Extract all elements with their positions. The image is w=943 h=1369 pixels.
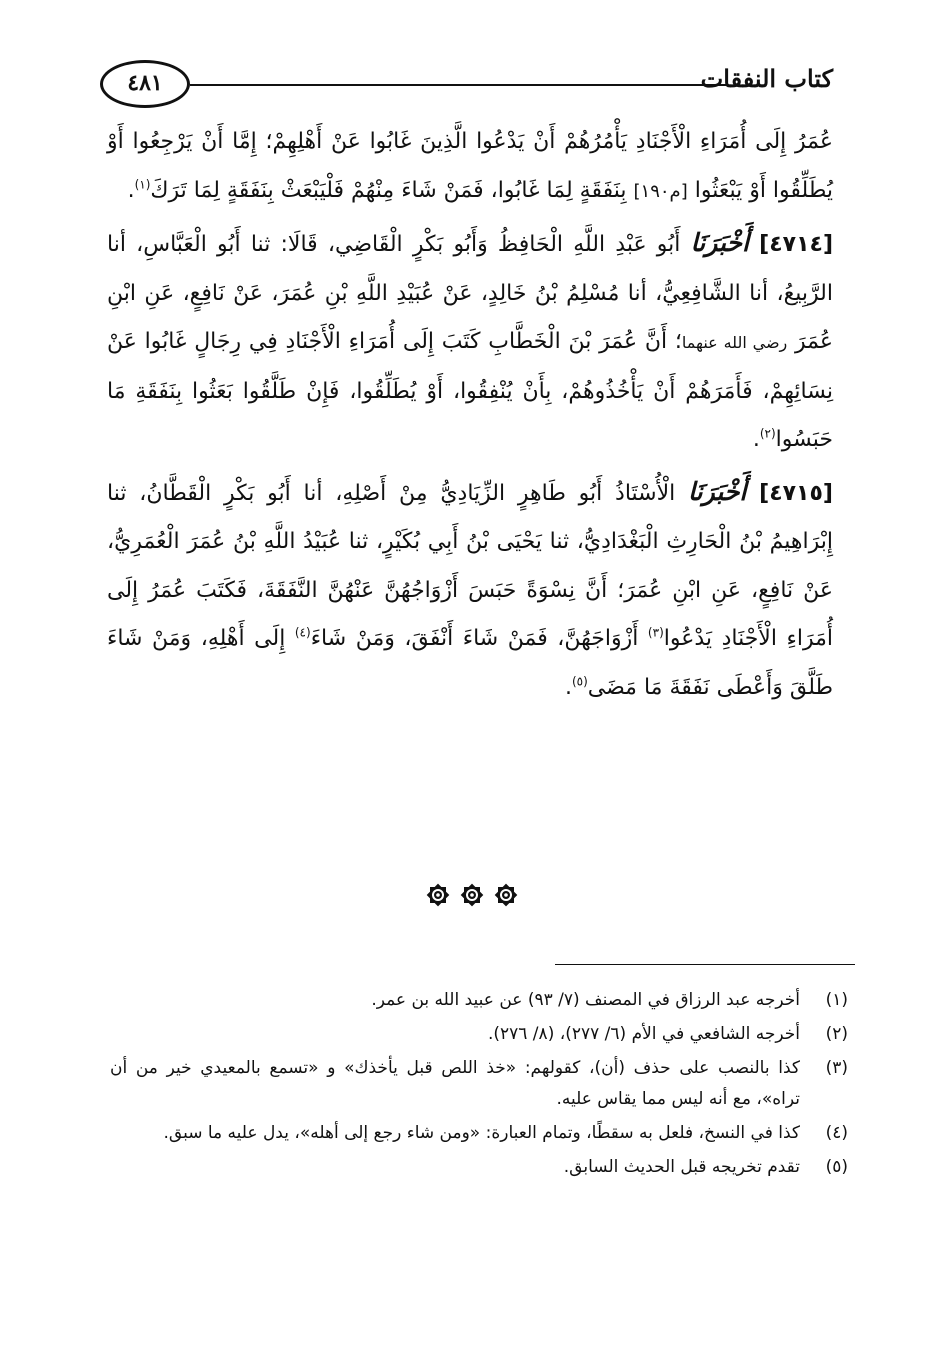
footnote-text: أخرجه الشافعي في الأم (٦/ ٢٧٧)، (٨/ ٢٧٦). [487,1024,800,1044]
flower-ornament-icon [459,882,485,908]
main-text [107,118,833,712]
manuscript-page-ref: [م١٩٠] [633,180,688,202]
footnote-item [110,1118,848,1149]
section-divider [0,882,943,912]
hadith-4714 [107,219,833,465]
footnote-item [110,1152,848,1183]
text-segment: بِنَفَقَةٍ لِمَا غَابُوا، فَمَنْ شَاءَ مِنْهُمْ فَلْيَبْعَثْ بِنَفَقَةٍ لِمَا تَرَكَ [150,177,627,203]
footnote-number: (٤) [825,1123,848,1143]
hadith-number: [٤٧١٤] [759,232,833,257]
punctuation: . [564,674,572,700]
text-segment: إِلَى أَهْلِهِ، وَمَنْ شَاءَ طَلَّقَ وَأَعْطَى نَفَقَةَ مَا مَضَى [107,626,833,700]
footnote-number: (٢) [825,1024,848,1044]
footnote-ref: (٥) [571,674,588,689]
page-number: ٤٨١ [100,60,190,108]
header-rule [190,84,728,86]
footnote-number: (٥) [825,1157,848,1177]
footnote-item [110,1053,848,1115]
flower-ornament-icon [425,882,451,908]
page-header [100,58,833,110]
text-segment: عُمَرُ إِلَى أُمَرَاءِ الْأَجْنَادِ يَأْمُرُهُمْ أَنْ يَدْعُوا الَّذِينَ غَابُوا عَنْ أَهْلِهِمْ؛ إِمَّا أَنْ يَرْجِعُوا أَوْ يُطَلِّقُوا أَوْ يَبْعَثُوا [107,129,833,203]
footnote-text: كذا في النسخ، فلعل به سقطًا، وتمام العبارة: «ومن شاء رجع إلى أهله»، يدل عليه ما سبق. [163,1123,800,1143]
text-segment: ؛ أَنَّ عُمَرَ بْنَ الْخَطَّابِ كَتَبَ إِلَى أُمَرَاءِ الْأَجْنَادِ فِي رِجَالٍ غَابُوا عَنْ نِسَائِهِمْ، فَأَمَرَهُمْ أَنْ يَأْخُذُوهُمْ، بِأَنْ يُنْفِقُوا، أَوْ يُطَلِّقُوا، فَإِنْ طَلَّقُوا بَعَثُوا بِنَفَقَةِ مَا حَبَسُوا [107,329,833,452]
footnote-text: أخرجه عبد الرزاق في المصنف (٧/ ٩٣) عن عبيد الله بن عمر. [371,990,800,1010]
text-segment: الْأُسْتَاذُ أَبُو طَاهِرٍ الزِّيَادِيُّ مِنْ أَصْلِهِ، أنا أَبُو بَكْرٍ الْقَطَّانُ، ثنا إِبْرَاهِيمُ بْنُ الْحَارِثِ الْبَغْدَادِيُّ، ثنا يَحْيَى بْنُ أَبِي بُكَيْرٍ، ثنا عُبَيْدُ اللَّهِ بْنُ عُمَرَ الْعُمَرِيُّ، عَنْ نَافِعٍ، عَنِ ابْنِ عُمَرَ؛ أَنَّ نِسْوَةً حَبَسَ أَزْوَاجُهُنَّ عَنْهُنَّ النَّفَقَةَ، فَكَتَبَ عُمَرُ إِلَى أُمَرَاءِ الْأَجْنَادِ يَدْعُوا [107,480,833,651]
footnote-number: (٣) [825,1058,848,1078]
footnote-ref: (٢) [759,426,776,441]
hadith-4715 [107,468,833,713]
footnote-text: كذا بالنصب على حذف (أن)، كقولهم: «خذ اللص قبل يأخذك» و «تسمع بالمعيدي خير من أن تراه»، مع أنه ليس مما يقاس عليه. [110,1058,800,1109]
hadith-number: [٤٧١٥] [759,480,833,506]
footnote-text: تقدم تخريجه قبل الحديث السابق. [563,1157,800,1177]
footnote-ref: (٤) [294,625,311,640]
akhbarana-word: أَخْبَرَنَا [688,476,747,506]
running-title: كتاب النفقات [700,64,833,93]
akhbarana-word: أَخْبَرَنَا [690,228,749,257]
paragraph-continuation [107,118,833,216]
footnote-number: (١) [825,990,848,1010]
footnote-separator [555,964,855,965]
footnote-ref: (١) [134,177,151,192]
flower-ornament-icon [493,882,519,908]
text-segment: أَبُو عَبْدِ اللَّهِ الْحَافِظُ وَأَبُو بَكْرٍ الْقَاضِي، قَالَا: ثنا أَبُو الْعَبَّاسِ، أنا الرَّبِيعُ، أنا الشَّافِعِيُّ، أنا مُسْلِمُ بْنُ خَالِدٍ، عَنْ عُبَيْدِ اللَّهِ بْنِ عُمَرَ، عَنْ نَافِعٍ، عَنِ ابْنِ عُمَرَ [107,232,834,354]
punctuation: . [127,177,135,203]
footnote-item [110,985,848,1016]
text-segment: أَزْوَاجَهُنَّ، فَمَنْ شَاءَ أَنْفَقَ، وَمَنْ شَاءَ [310,626,639,651]
honorific-symbol: رضي الله عنهما [681,333,788,352]
footnotes [110,985,848,1186]
footnote-item [110,1019,848,1050]
footnote-ref: (٣) [647,625,664,640]
punctuation: . [752,427,760,452]
